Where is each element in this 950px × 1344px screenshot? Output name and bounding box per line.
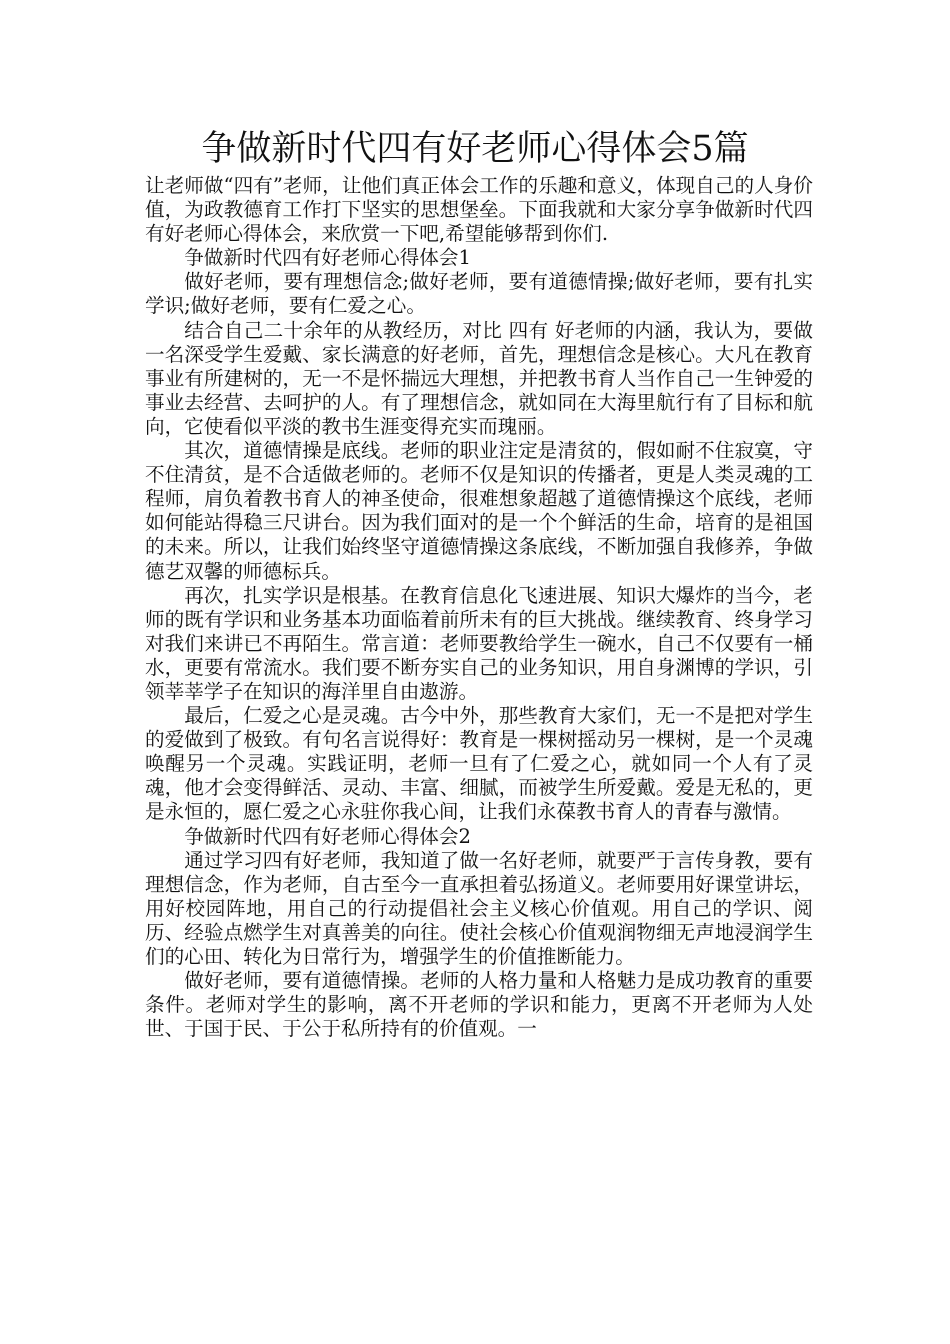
section-1-heading: 争做新时代四有好老师心得体会1 — [184, 246, 471, 270]
document-title: 争做新时代四有好老师心得体会5篇 — [201, 129, 749, 169]
document-body — [145, 174, 813, 1041]
section-1-paragraph-3: 其次，道德情操是底线。老师的职业注定是清贫的，假如耐不住寂寞，守不住清贫，是不合适做老师的。老师不仅是知识的传播者，更是人类灵魂的工程师，肩负着教书育人的神圣使命，很难想象超越了道德情操这个底线，老师如何能站得稳三尺讲台。因为我们面对的是一个个鲜活的生命，培育的是祖国的未来。所以，让我们始终坚守道德情操这条底线，不断加强自我修养，争做德艺双馨的师德标兵。 — [145, 439, 813, 583]
section-1-paragraph-4: 再次，扎实学识是根基。在教育信息化飞速进展、知识大爆炸的当今，老师的既有学识和业务基本功面临着前所未有的巨大挑战。继续教育、终身学习对我们来讲已不再陌生。常言道：老师要教给学生一碗水，自己不仅要有一桶水，更要有常流水。我们要不断夯实自己的业务知识，用自身渊博的学识，引领莘莘学子在知识的海洋里自由遨游。 — [145, 583, 813, 703]
section-1-paragraph-5: 最后，仁爱之心是灵魂。古今中外，那些教育大家们，无一不是把对学生的爱做到了极致。有句名言说得好：教育是一棵树摇动另一棵树，是一个灵魂唤醒另一个灵魂。实践证明，老师一旦有了仁爱之心，就如同一个人有了灵魂，他才会变得鲜活、灵动、丰富、细腻，而被学生所爱戴。爱是无私的，更是永恒的，愿仁爱之心永驻你我心间，让我们永葆教书育人的青春与激情。 — [145, 704, 813, 824]
section-2-heading: 争做新时代四有好老师心得体会2 — [184, 824, 471, 848]
section-1-paragraph-2: 结合自己二十余年的从教经历，对比 四有 好老师的内涵，我认为，要做一名深受学生爱戴、家长满意的好老师，首先，理想信念是核心。大凡在教育事业有所建树的，无一不是怀揣远大理想，并把教书育人当作自己一生钟爱的事业去经营、去呵护的人。有了理想信念，就如同在大海里航行有了目标和航向，它使看似平淡的教书生涯变得充实而瑰丽。 — [145, 318, 813, 438]
section-2-paragraph-2: 做好老师，要有道德情操。老师的人格力量和人格魅力是成功教育的重要条件。老师对学生的影响，离不开老师的学识和能力，更离不开老师为人处世、于国于民、于公于私所持有的价值观。一 — [145, 969, 813, 1041]
section-1-paragraph-1: 做好老师，要有理想信念;做好老师，要有道德情操;做好老师，要有扎实学识;做好老师，要有仁爱之心。 — [145, 270, 813, 318]
intro-paragraph: 让老师做“四有”老师，让他们真正体会工作的乐趣和意义，体现自己的人身价值，为政教德育工作打下坚实的思想堡垒。下面我就和大家分享争做新时代四有好老师心得体会，来欣赏一下吧,希望能够帮到你们. — [145, 174, 813, 246]
section-2-paragraph-1: 通过学习四有好老师，我知道了做一名好老师，就要严于言传身教，要有理想信念，作为老师，自古至今一直承担着弘扬道义。老师要用好课堂讲坛，用好校园阵地，用自己的行动提倡社会主义核心价值观。用自己的学识、阅历、经验点燃学生对真善美的向往。使社会核心价值观润物细无声地浸润学生们的心田、转化为日常行为，增强学生的价值推断能力。 — [145, 848, 813, 968]
